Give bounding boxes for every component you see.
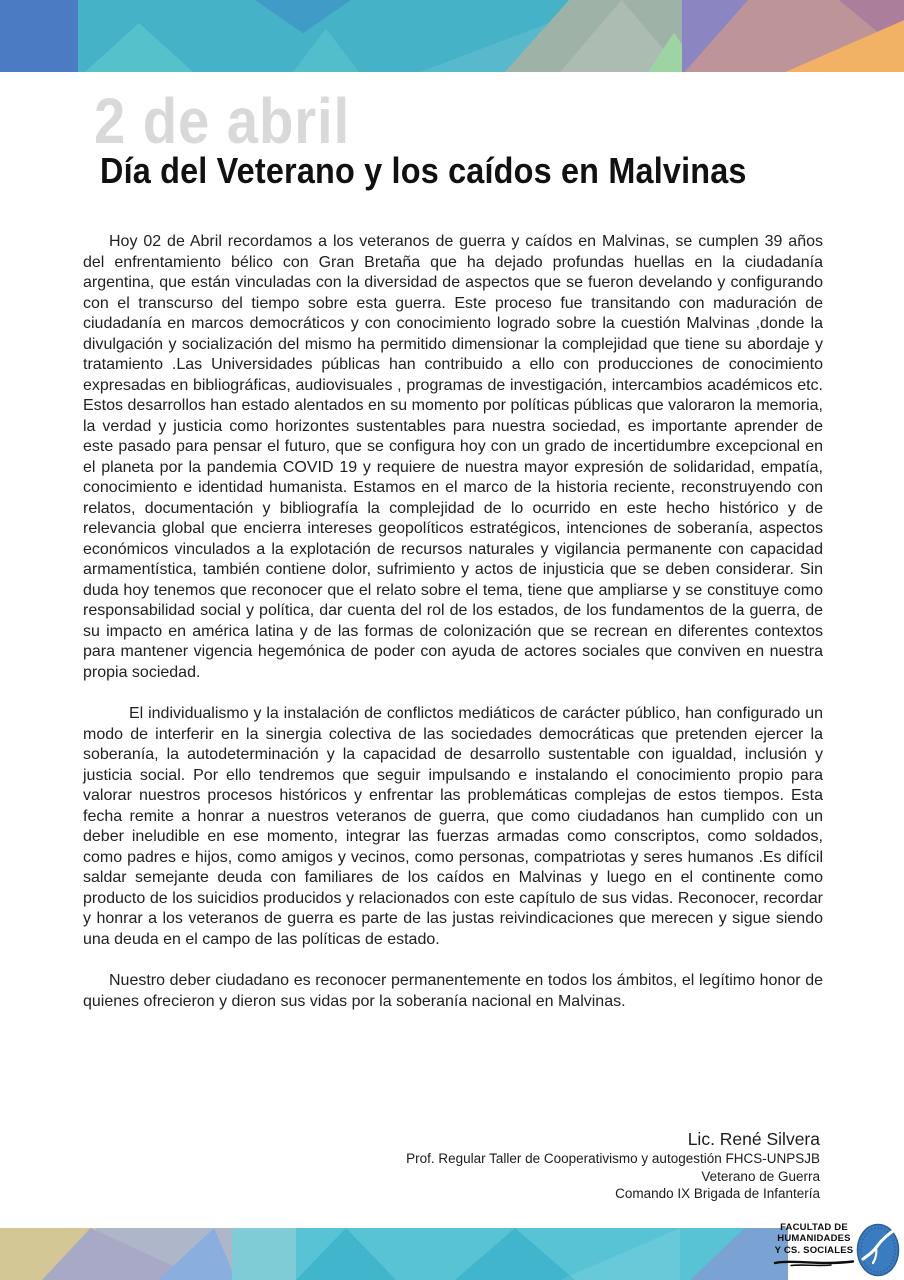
page-title: Día del Veterano y los caídos en Malvinas [100, 150, 747, 191]
signature-status: Veterano de Guerra [701, 1168, 820, 1184]
paragraph-1: Hoy 02 de Abril recordamos a los veteranos de guerra y caídos en Malvinas, se cumplen 39 años del enfrentamiento bélico con Gran Bretaña que ha dejado profundas huellas en la ciudadanía argentina, que están vinculadas con la diversidad de aspectos que se fueron develando y configurando con el transcurso del tiempo sobre esta guerra. Este proceso fue transitando con maduración de ciudadanía en marcos democráticos y con conocimiento logrado sobre la cuestión Malvinas ,donde la divulgación y socialización del mismo ha permitido dimensionar la complejidad que tiene su abordaje y tratamiento .Las Universidades públicas han contribuido a ello con producciones de conocimiento expresadas en bibliográficas, audiovisuales , programas de investigación, intercambios académicos etc. Estos desarrollos han estado alentados en su momento por políticas públicas que valoraron la memoria, la verdad y justicia como horizontes sustentables para nuestra sociedad, es importante aprender de este pasado para pensar el futuro, que se configura hoy con un grado de incertidumbre excepcional en el planeta por la pandemia COVID 19 y requiere de nuestra mayor expresión de solidaridad, empatía, conocimiento e identidad humanista. Estamos en el marco de la historia reciente, reconstruyendo con relatos, documentación y bibliografía la complejidad de lo ocurrido en este hecho histórico y de relevancia global que encierra intereses geopolíticos estratégicos, intenciones de soberanía, aspectos económicos vinculados a la explotación de recursos naturales y vigilancia permanente con capacidad armamentística, también contiene dolor, sufrimiento y actos de injusticia que se deben considerar. Sin duda hoy tenemos que reconocer que el relato sobre el tema, tiene que ampliarse y se constituye como responsabilidad social y política, dar cuenta del rol de los estados, de los fundamentos de la guerra, de su impacto en américa latina y de las formas de colonización que se recrean en diferentes contextos para mantener vigencia hegemónica de poder con ayuda de actores sociales que conviven en nuestra propia sociedad. [83, 233, 823, 681]
top-decorative-band [0, 0, 904, 72]
faculty-logo-text [768, 1222, 860, 1269]
signature-block [406, 1128, 820, 1203]
signature-role: Prof. Regular Taller de Cooperativismo y autogestión FHCS-UNPSJB [406, 1151, 820, 1166]
band-segment-lightteal [232, 1228, 296, 1280]
signature-unit: Comando IX Brigada de Infantería [615, 1186, 820, 1201]
signature-name: Lic. René Silvera [687, 1129, 820, 1149]
faculty-name-line1: FACULTAD DE [780, 1221, 848, 1233]
band-segment-blue [0, 0, 78, 72]
date-watermark: 2 de abril [94, 85, 351, 157]
document-body [83, 232, 823, 1012]
albatross-logo-icon [855, 1222, 901, 1278]
paragraph-3: Nuestro deber ciudadano es reconocer permanentemente en todos los ámbitos, el legítimo honor de quienes ofrecieron y dieron sus vidas por la soberanía nacional en Malvinas. [83, 972, 823, 1010]
bottom-decorative-band [0, 1228, 788, 1280]
signature-squiggle-underline [773, 1258, 855, 1268]
paragraph-2: El individualismo y la instalación de conflictos mediáticos de carácter público, han configurado un modo de interferir en la sinergia colectiva de las sociedades democráticas que pretenden ejercer la soberanía, la autodeterminación y la capacidad de desarrollo sustentable con igualdad, inclusión y justicia social. Por ello tendremos que seguir impulsando e instalando el conocimiento propio para valorar nuestros procesos históricos y enfrentar las problemáticas complejas de estos tiempos. Esta fecha remite a honrar a nuestros veteranos de guerra, que como ciudadanos han cumplido con un deber ineludible en ese momento, integrar las fuerzas armadas como conscriptos, como soldados, como padres e hijos, como amigos y vecinos, como personas, compatriotas y seres humanos .Es difícil saldar semejante deuda con familiares de los caídos en Malvinas y luego en el continente como producto de los suicidios producidos y relacionados con este capítulo de sus vidas. Reconocer, recordar y honrar a los veteranos de guerra es parte de las justas reivindicaciones que merecen y sigue siendo una deuda en el campo de las políticas de estado. [83, 705, 823, 948]
faculty-name-line3: Y CS. SOCIALES [774, 1244, 854, 1256]
faculty-name-line2: HUMANIDADES [777, 1233, 851, 1244]
